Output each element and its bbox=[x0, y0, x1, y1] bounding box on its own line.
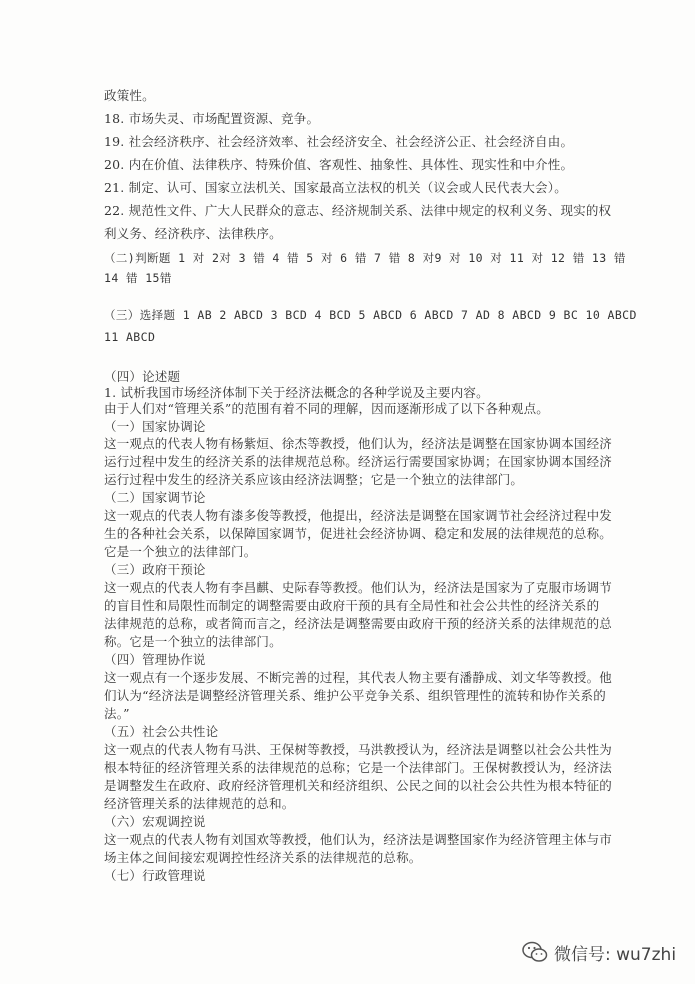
text-line: 法律规范的总称，或者简而言之，经济法是调整需要由政府干预的经济关系的法律规范的总 bbox=[104, 616, 613, 631]
text-line: 是调整发生在政府、政府经济管理机关和经济组织、公民之间的以社会公共性为根本特征的 bbox=[104, 778, 613, 793]
text-line: 21. 制定、认可、国家立法机关、国家最高立法权的机关（议会或人民代表大会）。 bbox=[104, 180, 567, 195]
text-line: 20. 内在价值、法律秩序、特殊价值、客观性、抽象性、具体性、现实性和中介性。 bbox=[104, 157, 574, 172]
wechat-icon bbox=[522, 941, 548, 963]
watermark-text: 微信号: wu7zhi bbox=[554, 944, 677, 965]
text-line: 政策性。 bbox=[104, 88, 155, 103]
text-line: 由于人们对“管理关系”的范围有着不同的理解，因而逐渐形成了以下各种观点。 bbox=[104, 401, 549, 416]
text-line: 19. 社会经济秩序、社会经济效率、社会经济安全、社会经济公正、社会经济自由。 bbox=[104, 134, 574, 149]
text-line: 场主体之间间接宏观调控性经济关系的法律规范的总称。 bbox=[104, 850, 422, 865]
text-line: （二)判断题 1 对 2对 3 错 4 错 5 对 6 错 7 错 8 对9 对 10 对 11 对 12 错 13 错 bbox=[104, 251, 626, 265]
text-line: （三）选择题 1 AB 2 ABCD 3 BCD 4 BCD 5 ABCD 6 ABCD 7 AD 8 ABCD 9 BC 10 ABCD bbox=[104, 308, 637, 322]
text-line: 这一观点有一个逐步发展、不断完善的过程，其代表人物主要有潘静成、刘文华等教授。他 bbox=[104, 670, 613, 685]
text-line: 18. 市场失灵、市场配置资源、竞争。 bbox=[104, 111, 320, 126]
text-line: 这一观点的代表人物有杨紫烜、徐杰等教授，他们认为，经济法是调整在国家协调本国经济 bbox=[104, 436, 613, 451]
text-line: 生的各种社会关系，以保障国家调节，促进社会经济协调、稳定和发展的法律规范的总称。 bbox=[104, 526, 613, 541]
text-line: 运行过程中发生的经济关系的法律规范总称。经济运行需要国家协调；在国家协调本国经济 bbox=[104, 454, 613, 469]
text-line: 14 错 15错 bbox=[104, 271, 172, 285]
text-line: 这一观点的代表人物有马洪、王保树等教授，马洪教授认为，经济法是调整以社会公共性为 bbox=[104, 742, 613, 757]
text-line: 法。” bbox=[104, 706, 130, 721]
text-line: 经济管理关系的法律规范的总和。 bbox=[104, 796, 295, 811]
text-line: （七）行政管理说 bbox=[104, 868, 206, 883]
text-line: （二）国家调节论 bbox=[104, 490, 206, 505]
text-line: 称。它是一个独立的法律部门。 bbox=[104, 634, 282, 649]
text-line: 它是一个独立的法律部门。 bbox=[104, 544, 257, 559]
text-line: 这一观点的代表人物有李昌麒、史际春等教授。他们认为，经济法是国家为了克服市场调节 bbox=[104, 580, 613, 595]
text-line: （一）国家协调论 bbox=[104, 419, 206, 434]
text-line: （五）社会公共性论 bbox=[104, 724, 219, 739]
text-line: （六）宏观调控说 bbox=[104, 814, 206, 829]
text-line: 这一观点的代表人物有漆多俊等教授，他提出，经济法是调整在国家调节社会经济过程中发 bbox=[104, 508, 613, 523]
text-line: 11 ABCD bbox=[104, 330, 156, 344]
text-line: 利义务、经济秩序、法律秩序。 bbox=[104, 226, 282, 241]
text-line: 22. 规范性文件、广大人民群众的意志、经济规制关系、法律中规定的权利义务、现实的权 bbox=[104, 203, 612, 218]
text-line: （四）管理协作说 bbox=[104, 652, 206, 667]
text-line: 1. 试析我国市场经济体制下关于经济法概念的各种学说及主要内容。 bbox=[104, 385, 489, 400]
text-line: 运行过程中发生的经济关系应该由经济法调整；它是一个独立的法律部门。 bbox=[104, 472, 524, 487]
text-line: 这一观点的代表人物有刘国欢等教授，他们认为，经济法是调整国家作为经济管理主体与市 bbox=[104, 832, 613, 847]
text-line: （四）论述题 bbox=[104, 369, 181, 384]
text-line: 根本特征的经济管理关系的法律规范的总称；它是一个法律部门。王保树教授认为，经济法 bbox=[104, 760, 613, 775]
wechat-watermark bbox=[522, 940, 676, 964]
text-line: 的盲目性和局限性而制定的调整需要由政府干预的具有全局性和社会公共性的经济关系的 bbox=[104, 598, 600, 613]
text-line: 们认为“经济法是调整经济管理关系、维护公平竞争关系、组织管理性的流转和协作关系的 bbox=[104, 688, 606, 703]
text-line: （三）政府干预论 bbox=[104, 562, 206, 577]
